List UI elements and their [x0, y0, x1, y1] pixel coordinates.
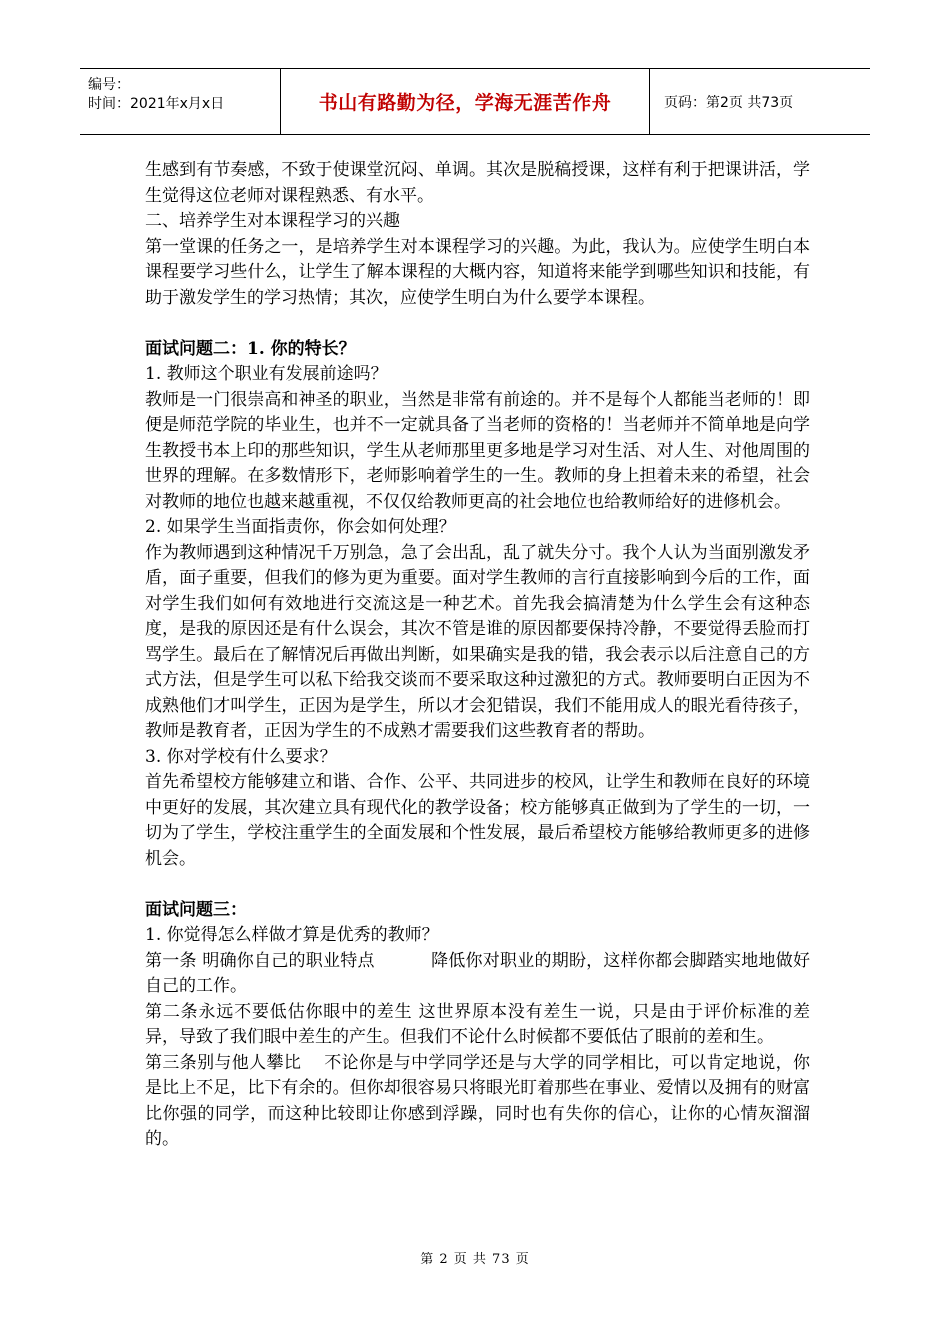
answer: 第一条 明确你自己的职业特点 降低你对职业的期盼，这样你都会脚踏实地地做好自己的工作。 — [145, 950, 810, 996]
question: 2. 如果学生当面指责你，你会如何处理？ — [145, 517, 456, 537]
answer: 作为教师遇到这种情况千万别急，急了会出乱，乱了就失分寸。我个人认为当面别激发矛盾，面子重要，但我们的修为更为重要。面对学生教师的言行直接影响到今后的工作，面对学生我们如何有效地进行交流这是一种艺术。首先我会搞清楚为什么学生会有这种态度，是我的原因还是有什么误会，其次不管是谁的原因都要保持冷静，不要觉得丢脸而打骂学生。最后在了解情况后再做出判断，如果确实是我的错，我会表示以后注意自己的方式方法，但是学生可以私下给我交谈而不要采取这种过激犯的方式。教师要明白正因为不成熟他们才叫学生，正因为是学生，所以才会犯错误，我们不能用成人的眼光看待孩子，教师是教育者，正因为学生的不成熟才需要我们这些教育者的帮助。 — [145, 542, 810, 741]
answer: 首先希望校方能够建立和谐、合作、公平、共同进步的校风，让学生和教师在良好的环境中更好的发展，其次建立具有现代化的教学设备；校方能够真正做到为了学生的一切，一切为了学生，学校注重学生的全面发展和个性发展，最后希望校方能够给教师更多的进修机会。 — [145, 772, 810, 869]
page-header — [80, 68, 870, 135]
header-page-info: 页码：第2页 共73页 — [664, 94, 794, 111]
document-body — [145, 158, 810, 1153]
answer: 第三条别与他人攀比 不论你是与中学同学还是与大学的同学相比，可以肯定地说，你是比上不足，比下有余的。但你却很容易只将眼光盯着那些在事业、爱情以及拥有的财富比你强的同学，而这种比较即让你感到浮躁，同时也有失你的信心，让你的心情灰溜溜的。 — [145, 1052, 810, 1149]
section-heading: 面试问题二：1. 你的特长？ — [145, 338, 356, 359]
question: 1. 你觉得怎么样做才算是优秀的教师？ — [145, 925, 439, 945]
question: 3. 你对学校有什么要求？ — [145, 746, 337, 767]
header-meta — [80, 69, 281, 134]
spacer — [145, 311, 810, 337]
paragraph: 第一堂课的任务之一，是培养学生对本课程学习的兴趣。为此，我认为。应使学生明白本课程要学习些什么，让学生了解本课程的大概内容，知道将来能学到哪些知识和技能，有助于激发学生的学习热情；其次，应使学生明白为什么要学本课程。 — [145, 236, 810, 308]
paragraph: 生感到有节奏感，不致于使课堂沉闷、单调。其次是脱稿授课，这样有利于把课讲活，学生觉得这位老师对课程熟悉、有水平。 — [145, 160, 810, 206]
page-footer: 第 2 页 共 73 页 — [420, 1252, 530, 1267]
header-motto: 书山有路勤为径，学海无涯苦作舟 — [318, 92, 612, 114]
document-number: 编号： — [88, 77, 130, 93]
spacer — [145, 872, 810, 898]
answer: 教师是一门很崇高和神圣的职业，当然是非常有前途的。并不是每个人都能当老师的！即便是师范学院的毕业生，也并不一定就具备了当老师的资格的！当老师并不简单地是向学生教授书本上印的那些知识，学生从老师那里更多地是学习对生活、对人生、对他周围的世界的理解。在多数情形下，老师影响着学生的一生。教师的身上担着未来的希望，社会对教师的地位也越来越重视，不仅仅给教师更高的社会地位也给教师给好的进修机会。 — [145, 389, 810, 512]
question: 1. 教师这个职业有发展前途吗？ — [145, 364, 388, 384]
section-heading: 面试问题三： — [145, 899, 247, 920]
document-date: 时间：2021年x月x日 — [88, 96, 225, 112]
answer: 第二条永远不要低估你眼中的差生 这世界原本没有差生一说，只是由于评价标准的差异，导致了我们眼中差生的产生。但我们不论什么时候都不要低估了眼前的差和生。 — [145, 1001, 810, 1047]
section-subheading: 二、培养学生对本课程学习的兴趣 — [145, 211, 400, 231]
header-motto-cell — [281, 69, 650, 134]
